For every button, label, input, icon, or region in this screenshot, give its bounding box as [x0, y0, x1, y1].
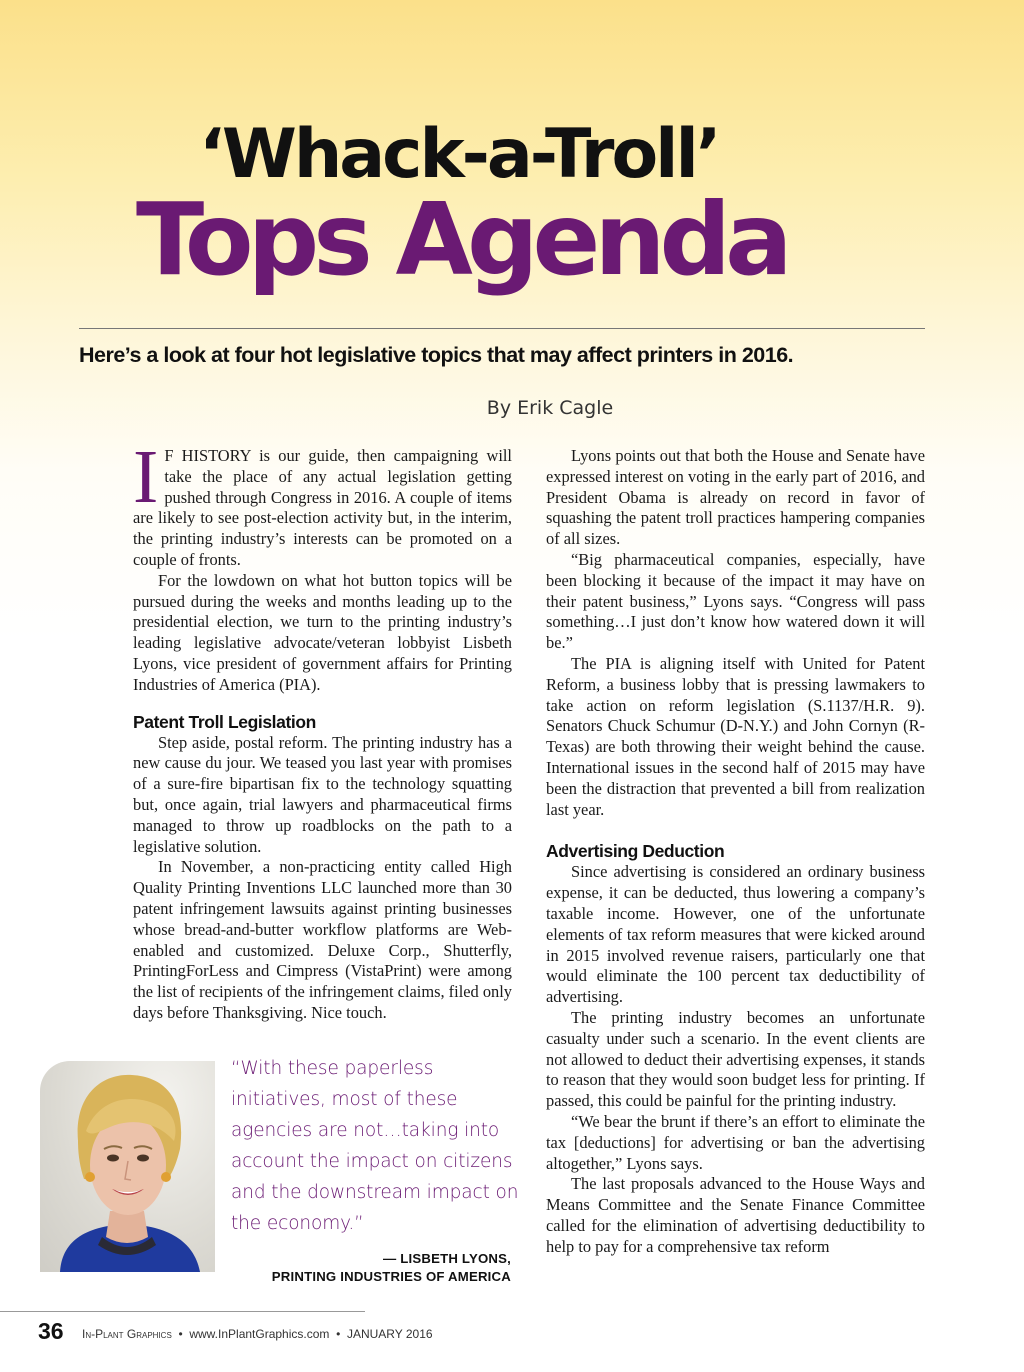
intro-paragraph-text: F HISTORY is our guide, then campaigning will take the place of any actual legislation getting pushed through Congress in 2016. A couple of items are likely to see post-election activity but, in the interim, the printing industry’s interests can be promoted on a couple of fronts.	[133, 446, 512, 569]
section-heading-patent-troll: Patent Troll Legislation	[133, 711, 316, 732]
body-paragraph: For the lowdown on what hot button topics will be pursued during the weeks and months leading up to the presidential election, we turn to the printing industry’s leading legislative advocate/veteran lobbyist Lisbeth Lyons, vice president of government affairs for Printing Industries of America (PIA).	[133, 570, 512, 694]
issue-date: JANUARY 2016	[346, 1327, 433, 1341]
page-number: 36	[38, 1318, 64, 1344]
byline: By Erik Cagle	[486, 397, 614, 419]
body-paragraph: The printing industry becomes an unfortunate casualty under such a scenario. In the event clients are not allowed to deduct their advertising expenses, it stands to reason that they would soon budget less for printing. If passed, this could be painful for the printing industry.	[546, 1007, 925, 1111]
intro-paragraph	[133, 435, 512, 571]
publication-name: In-Plant Graphics	[82, 1327, 172, 1341]
left-column	[133, 435, 512, 1024]
body-paragraph: “We bear the brunt if there’s an effort to eliminate the tax [deductions] for advertising or ban the advertising altogether,” Lyons says.	[546, 1111, 925, 1173]
pull-quote-attribution-name: — LISBETH LYONS,	[382, 1251, 511, 1266]
right-column	[546, 446, 925, 1257]
body-paragraph: The PIA is aligning itself with United for Patent Reform, a business lobby that is pressing lawmakers to take action on reform legislation (S.1137/H.R. 9). Senators Chuck Schumur (D-N.Y.) and John Cornyn (R-Texas) are both throwing their weight behind the cause. International issues in the second half of 2015 may have been the distraction that prevented a bill from realization last year.	[546, 653, 925, 819]
dek-subtitle: Here’s a look at four hot legislative topics that may affect printers in 2016.	[79, 343, 794, 367]
body-paragraph: Since advertising is considered an ordinary business expense, it can be deducted, thus lowering a company’s taxable income. However, one of the unfortunate elements of tax reform measures that were kicked around in 2015 involved revenue raisers, particularly one that would eliminate the 100 percent tax deductibility of advertising.	[546, 862, 925, 1007]
pull-quote: “With these paperless initiatives, most of these agencies are not…taking into account the impact on citizens and the downstream impact on the economy.”	[231, 1058, 519, 1234]
title-divider	[79, 328, 925, 329]
drop-cap: I	[133, 435, 159, 519]
publication-url: www.InPlantGraphics.com	[189, 1327, 330, 1341]
body-paragraph: Lyons points out that both the House and Senate have expressed interest on voting in the early part of 2016, and President Obama is already on record in favor of squashing the patent troll practices hampering companies of all sizes.	[546, 446, 925, 549]
body-paragraph: “Big pharmaceutical companies, especially, have been blocking it because of the impact it may have on their patent business,” Lyons says. “Congress will pass something…I just don’t know how watered down it will be.”	[546, 549, 925, 653]
pull-quote-attribution-org: PRINTING INDUSTRIES OF AMERICA	[271, 1269, 511, 1284]
footer-separator: •	[336, 1327, 341, 1341]
body-paragraph: Step aside, postal reform. The printing industry has a new cause du jour. We teased you last year with promises of a sure-fire bipartisan fix to the technology squatting but, once again, trial lawyers and pharmaceutical firms managed to throw up roadblocks on the path to a legislative solution.	[133, 732, 512, 856]
kicker-title: ‘Whack-a-Troll’	[199, 115, 719, 194]
headline: Tops Agenda	[136, 181, 787, 298]
footer-separator: •	[178, 1327, 183, 1341]
body-paragraph: In November, a non-practicing entity called High Quality Printing Inventions LLC launched more than 30 patent infringement lawsuits against printing businesses whose bread-and-butter workflow platforms are Web-enabled and customized. Deluxe Corp., Shutterfly, PrintingForLess and Cimpress (VistaPrint) were among the list of recipients of the infringement claims, filed only days before Thanksgiving. Nice touch.	[133, 857, 512, 1022]
body-paragraph: The last proposals advanced to the House Ways and Means Committee and the Senate Finance Committee called for the elimination of advertising deductibility to help to pay for a comprehensive tax reform	[546, 1174, 925, 1256]
footer-divider	[0, 1311, 365, 1312]
section-heading-advertising: Advertising Deduction	[546, 841, 725, 862]
portrait-photo	[40, 1061, 215, 1272]
footer-line	[82, 1327, 433, 1341]
